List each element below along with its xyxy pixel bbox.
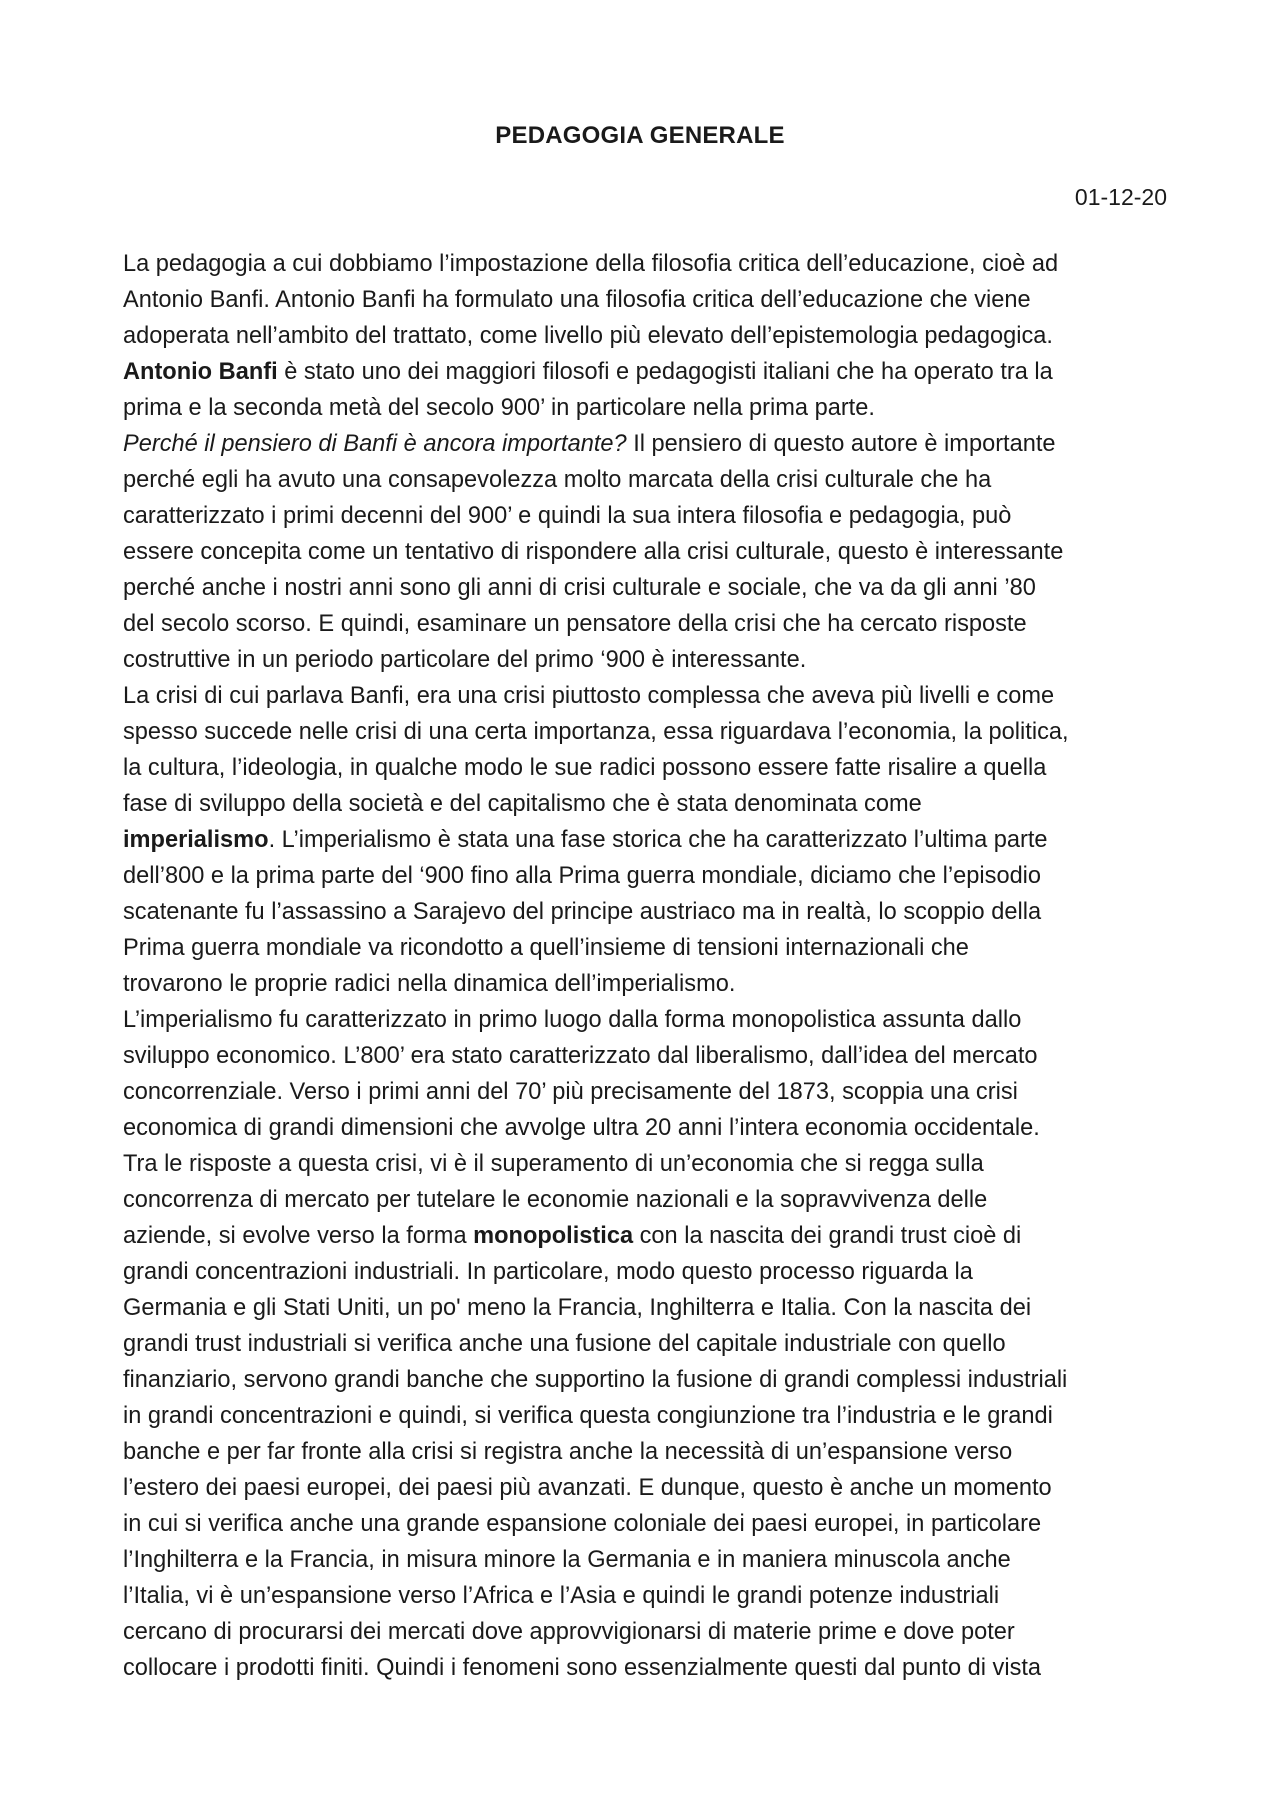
text-line [123,1362,1168,1398]
text-run: trovarono le proprie radici nella dinamica dell’imperialismo. [123,971,736,997]
text-run: aziende, si evolve verso la forma [123,1223,474,1249]
text-run: Tra le risposte a questa crisi, vi è il superamento di un’economia che si regga sulla [123,1151,984,1177]
text-line [123,1542,1168,1578]
text-run: finanziario, servono grandi banche che supportino la fusione di grandi complessi industriali [123,1367,1068,1393]
text-run: in grandi concentrazioni e quindi, si verifica questa congiunzione tra l’industria e le grandi [123,1403,1053,1429]
text-line [123,1398,1168,1434]
text-run: Antonio Banfi. Antonio Banfi ha formulato una filosofia critica dell’educazione che viene [123,287,1031,313]
text-line [123,246,1168,282]
text-run: sviluppo economico. L’800’ era stato caratterizzato dal liberalismo, dall’idea del mercato [123,1043,1038,1069]
text-line [123,1110,1168,1146]
text-line [123,1182,1168,1218]
text-run: essere concepita come un tentativo di rispondere alla crisi culturale, questo è interessante [123,539,1064,565]
text-line [123,426,1168,462]
text-run: l’Italia, vi è un’espansione verso l’Africa e l’Asia e quindi le grandi potenze industriali [123,1583,1000,1609]
text-line [123,894,1168,930]
text-run: l’Inghilterra e la Francia, in misura minore la Germania e in maniera minuscola anche [123,1547,1011,1573]
text-run: grandi concentrazioni industriali. In particolare, modo questo processo riguarda la [123,1259,973,1285]
document-body [123,246,1168,1686]
bold-term: monopolistica [473,1223,634,1249]
text-run: scatenante fu l’assassino a Sarajevo del principe austriaco ma in realtà, lo scoppio della [123,899,1042,925]
text-line [123,462,1168,498]
text-run: Il pensiero di questo autore è importante [626,431,1056,457]
text-run: perché egli ha avuto una consapevolezza molto marcata della crisi culturale che ha [123,467,992,493]
text-run: L’imperialismo fu caratterizzato in primo luogo dalla forma monopolistica assunta dallo [123,1007,1022,1033]
text-run: costruttive in un periodo particolare del primo ‘900 è interessante. [123,647,807,673]
text-run: La pedagogia a cui dobbiamo l’impostazione della filosofia critica dell’educazione, cioè ad [123,251,1059,277]
text-line [123,318,1168,354]
text-line [123,858,1168,894]
text-run: concorrenziale. Verso i primi anni del 70’ più precisamente del 1873, scoppia una crisi [123,1079,1018,1105]
bold-term: imperialismo [123,827,269,853]
text-run: l’estero dei paesi europei, dei paesi più avanzati. E dunque, questo è anche un momento [123,1475,1052,1501]
text-run: cercano di procurarsi dei mercati dove approvvigionarsi di materie prime e dove poter [123,1619,1015,1645]
paragraph [123,678,1168,1002]
text-line [123,966,1168,1002]
text-line [123,678,1168,714]
paragraph [123,426,1168,678]
paragraph [123,246,1168,426]
text-run: banche e per far fronte alla crisi si registra anche la necessità di un’espansione verso [123,1439,1013,1465]
text-run: dell’800 e la prima parte del ‘900 fino alla Prima guerra mondiale, diciamo che l’episodio [123,863,1042,889]
text-run: . L’imperialismo è stata una fase storica che ha caratterizzato l’ultima parte [268,827,1048,853]
text-run: Germania e gli Stati Uniti, un po' meno la Francia, Inghilterra e Italia. Con la nascita dei [123,1295,1032,1321]
text-line [123,750,1168,786]
italic-question: Perché il pensiero di Banfi è ancora importante? [123,431,627,457]
text-line [123,498,1168,534]
text-run: La crisi di cui parlava Banfi, era una crisi piuttosto complessa che aveva più livelli e come [123,683,1055,709]
text-run: è stato uno dei maggiori filosofi e pedagogisti italiani che ha operato tra la [277,359,1053,385]
text-line [123,786,1168,822]
text-run: la cultura, l’ideologia, in qualche modo le sue radici possono essere fatte risalire a quella [123,755,1047,781]
text-line [123,1650,1168,1686]
text-line [123,354,1168,390]
paragraph [123,1002,1168,1686]
text-line [123,1326,1168,1362]
text-line [123,1434,1168,1470]
text-line [123,1614,1168,1650]
text-run: collocare i prodotti finiti. Quindi i fenomeni sono essenzialmente questi dal punto di vista [123,1655,1042,1681]
bold-term: Antonio Banfi [123,359,278,385]
text-line [123,714,1168,750]
text-run: caratterizzato i primi decenni del 900’ e quindi la sua intera filosofia e pedagogia, può [123,503,1012,529]
text-line [123,1218,1168,1254]
text-run: Prima guerra mondiale va ricondotto a quell’insieme di tensioni internazionali che [123,935,969,961]
text-line [123,1470,1168,1506]
text-run: fase di sviluppo della società e del capitalismo che è stata denominata come [123,791,922,817]
text-run: del secolo scorso. E quindi, esaminare un pensatore della crisi che ha cercato risposte [123,611,1027,637]
text-line [123,1002,1168,1038]
text-run: grandi trust industriali si verifica anche una fusione del capitale industriale con quello [123,1331,1006,1357]
text-line [123,822,1168,858]
text-run: perché anche i nostri anni sono gli anni di crisi culturale e sociale, che va da gli anni ’80 [123,575,1036,601]
text-line [123,570,1168,606]
text-line [123,1290,1168,1326]
text-line [123,534,1168,570]
text-line [123,930,1168,966]
text-run: economica di grandi dimensioni che avvolge ultra 20 anni l’intera economia occidentale. [123,1115,1040,1141]
text-line [123,642,1168,678]
text-line [123,1254,1168,1290]
text-line [123,390,1168,426]
text-run: spesso succede nelle crisi di una certa importanza, essa riguardava l’economia, la politica, [123,719,1069,745]
text-run: in cui si verifica anche una grande espansione coloniale dei paesi europei, in particolare [123,1511,1042,1537]
text-line [123,1578,1168,1614]
text-line [123,1074,1168,1110]
text-line [123,1146,1168,1182]
document-title: PEDAGOGIA GENERALE [495,122,785,149]
text-run: con la nascita dei grandi trust cioè di [633,1223,1022,1249]
text-line [123,1506,1168,1542]
text-line [123,282,1168,318]
text-run: prima e la seconda metà del secolo 900’ in particolare nella prima parte. [123,395,875,421]
text-run: adoperata nell’ambito del trattato, come livello più elevato dell’epistemologia pedagogica. [123,323,1053,349]
text-line [123,606,1168,642]
text-run: concorrenza di mercato per tutelare le economie nazionali e la sopravvivenza delle [123,1187,988,1213]
text-line [123,1038,1168,1074]
document-date: 01-12-20 [1074,184,1167,210]
